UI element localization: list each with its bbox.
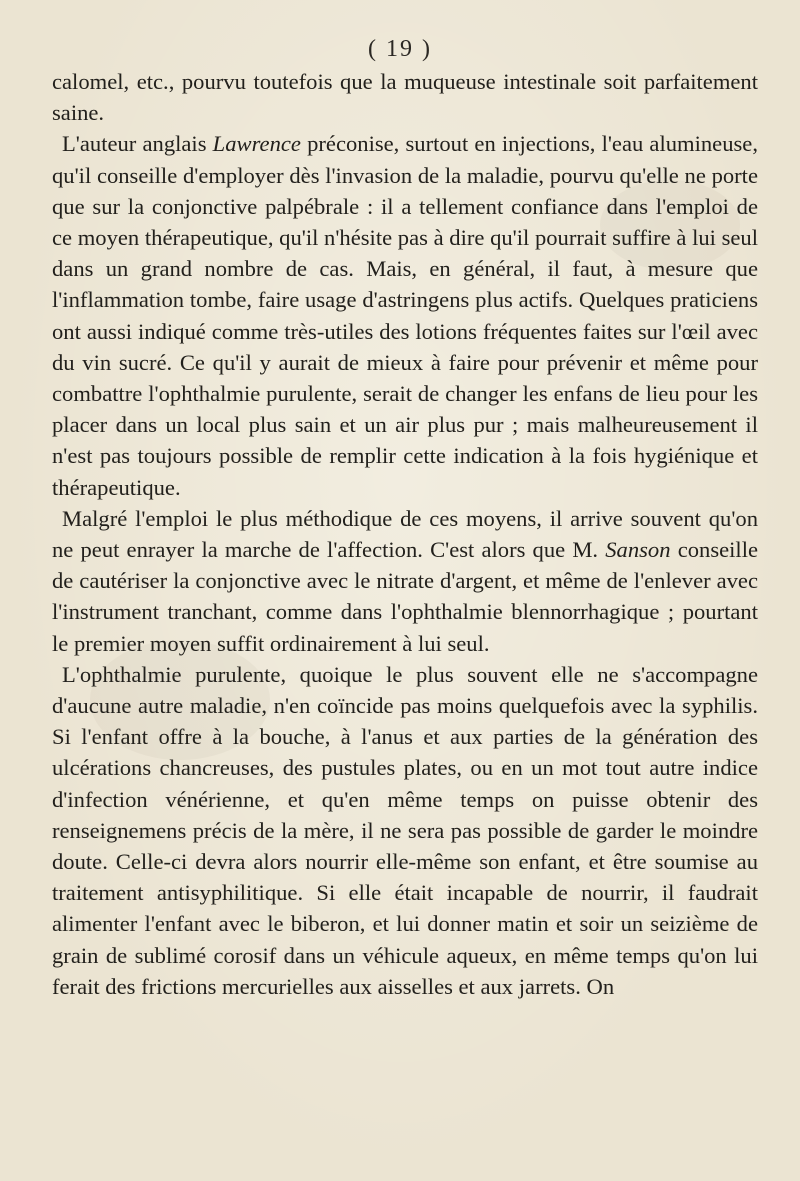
body-text xyxy=(52,66,758,1002)
author-name: Sanson xyxy=(605,537,671,563)
paragraph-text: L'ophthalmie purulente, quoique le plus souvent elle ne s'accompagne d'aucune autre maladie, n'en coïncide pas moins quelquefois avec la syphilis. Si l'enfant offre à la bouche, à l'anus et aux parties de la génération des ulcérations chancreuses, des pustules plates, ou en un mot tout autre indice d'infection vénérienne, et qu'en même temps on puisse obtenir des renseignemens précis de la mère, il ne sera pas possible de garder le moindre doute. Celle-ci devra alors nourrir elle-même son enfant, et être soumise au traitement antisyphilitique. Si elle était incapable de nourrir, il faudrait alimenter l'enfant avec le biberon, et lui donner matin et soir un seizième de grain de sublimé corosif dans un véhicule aqueux, en même temps qu'on lui ferait des frictions mercurielles aux aisselles et aux jarrets. On xyxy=(52,661,758,999)
paragraph-text: calomel, etc., pourvu toutefois que la muqueuse intestinale soit parfaitement saine. xyxy=(52,69,758,126)
page-number: ( 19 ) xyxy=(368,36,432,62)
paragraph-text: conseille de cautériser la conjonctive avec le nitrate d'argent, et même de l'enlever avec l'instrument tranchant, comme dans l'ophthalmie blennorrhagique ; pourtant le premier moyen suffit ordinairement à lui seul. xyxy=(52,537,758,656)
paragraph xyxy=(52,128,758,502)
paragraph-text: Malgré l'emploi le plus méthodique de ces moyens, il arrive souvent qu'on ne peut enrayer la marche de l'affection. C'est alors que M. xyxy=(52,505,758,563)
paragraph xyxy=(52,503,758,659)
paragraph-text: L'auteur anglais xyxy=(62,131,213,157)
paragraph xyxy=(52,659,758,1002)
author-name: Lawrence xyxy=(212,131,301,157)
paragraph-text: préconise, surtout en injections, l'eau alumineuse, qu'il conseille d'employer dès l'invasion de la maladie, pourvu qu'elle ne porte que sur la conjonctive palpébrale : il a tellement confiance dans l'emploi de ce moyen thérapeutique, qu'il n'hésite pas à dire qu'il pourrait suffire à lui seul dans un grand nombre de cas. Mais, en général, il faut, à mesure que l'inflammation tombe, faire usage d'astringens plus actifs. Quelques praticiens ont aussi indiqué comme très-utiles des lotions fréquentes faites sur l'œil avec du vin sucré. Ce qu'il y aurait de mieux à faire pour prévenir et même pour combattre l'ophthalmie purulente, serait de changer les enfans de lieu pour les placer dans un local plus sain et un air plus pur ; mais malheureusement il n'est pas toujours possible de remplir cette indication à la fois hygiénique et thérapeutique. xyxy=(52,131,758,500)
paragraph xyxy=(52,66,758,128)
